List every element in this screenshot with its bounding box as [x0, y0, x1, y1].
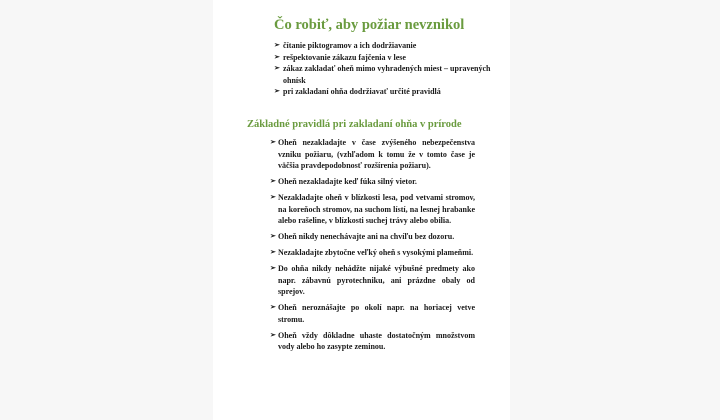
arrow-bullet-icon: ➢: [270, 248, 276, 256]
list-item-text: zákaz zakladať oheň mimo vyhradených miest – upravených ohnísk: [283, 64, 491, 85]
fire-rules-list: [270, 137, 475, 357]
list-item-text: Oheň nezakladajte v čase zvýšeného nebezpečenstva vzniku požiaru, (vzhľadom k tomu že v tomto čase je väčšia pravdepodobnosť rozšírenia požiaru).: [278, 138, 475, 170]
arrow-bullet-icon: ➢: [270, 177, 276, 185]
arrow-bullet-icon: ➢: [270, 138, 276, 146]
list-item-text: rešpektovanie zákazu fajčenia v lese: [283, 52, 406, 62]
section-title-fire-rules: Základné pravidlá pri zakladaní ohňa v prírode: [247, 119, 462, 130]
list-item: [274, 86, 494, 98]
list-item-text: Oheň neroznášajte po okolí napr. na horiacej vetve stromu.: [278, 303, 475, 324]
list-item: [270, 302, 475, 325]
list-item: [274, 63, 494, 86]
list-item-text: Oheň nezakladajte keď fúka silný vietor.: [278, 177, 417, 186]
list-item: [270, 137, 475, 172]
arrow-bullet-icon: ➢: [274, 41, 280, 49]
arrow-bullet-icon: ➢: [270, 303, 276, 311]
list-item-text: Nezakladajte zbytočne veľký oheň s vysokými plameňmi.: [278, 248, 474, 257]
section-title-fire-prevention: Čo robiť, aby požiar nevznikol: [274, 17, 465, 33]
arrow-bullet-icon: ➢: [270, 330, 276, 339]
list-item-text: Do ohňa nikdy nehádžte nijaké výbušné predmety ako napr. zábavnú pyrotechniku, ani prázdne obaly od sprejov.: [278, 264, 475, 296]
left-background: [0, 0, 213, 420]
document-page: [213, 0, 510, 420]
fire-prevention-list: [274, 40, 494, 98]
right-background: [510, 0, 720, 420]
arrow-bullet-icon: ➢: [270, 264, 276, 272]
arrow-bullet-icon: ➢: [270, 232, 276, 240]
list-item-text: Nezakladajte oheň v blízkosti lesa, pod vetvami stromov, na koreňoch stromov, na suchom lístí, na lesnej hrabanke alebo rašeline, v blízkosti suchej trávy alebo obilia.: [278, 193, 475, 225]
list-item: [270, 263, 475, 298]
arrow-bullet-icon: ➢: [274, 87, 280, 95]
list-item: [270, 330, 475, 353]
list-item: [270, 231, 475, 243]
list-item: [270, 192, 475, 227]
list-item-text: Oheň vždy dôkladne uhaste dostatočným množstvom vody alebo ho zasypte zeminou.: [278, 330, 475, 351]
list-item-text: pri zakladaní ohňa dodržiavať určité pravidlá: [283, 87, 441, 96]
list-item-text: čítanie piktogramov a ich dodržiavanie: [283, 41, 417, 50]
list-item: [274, 40, 494, 52]
list-item-text: Oheň nikdy nenechávajte ani na chvíľu bez dozoru.: [278, 232, 455, 241]
arrow-bullet-icon: ➢: [274, 52, 280, 61]
list-item: [270, 176, 475, 188]
arrow-bullet-icon: ➢: [274, 64, 280, 72]
list-item: [270, 247, 475, 259]
list-item: [274, 52, 494, 64]
arrow-bullet-icon: ➢: [270, 193, 276, 201]
